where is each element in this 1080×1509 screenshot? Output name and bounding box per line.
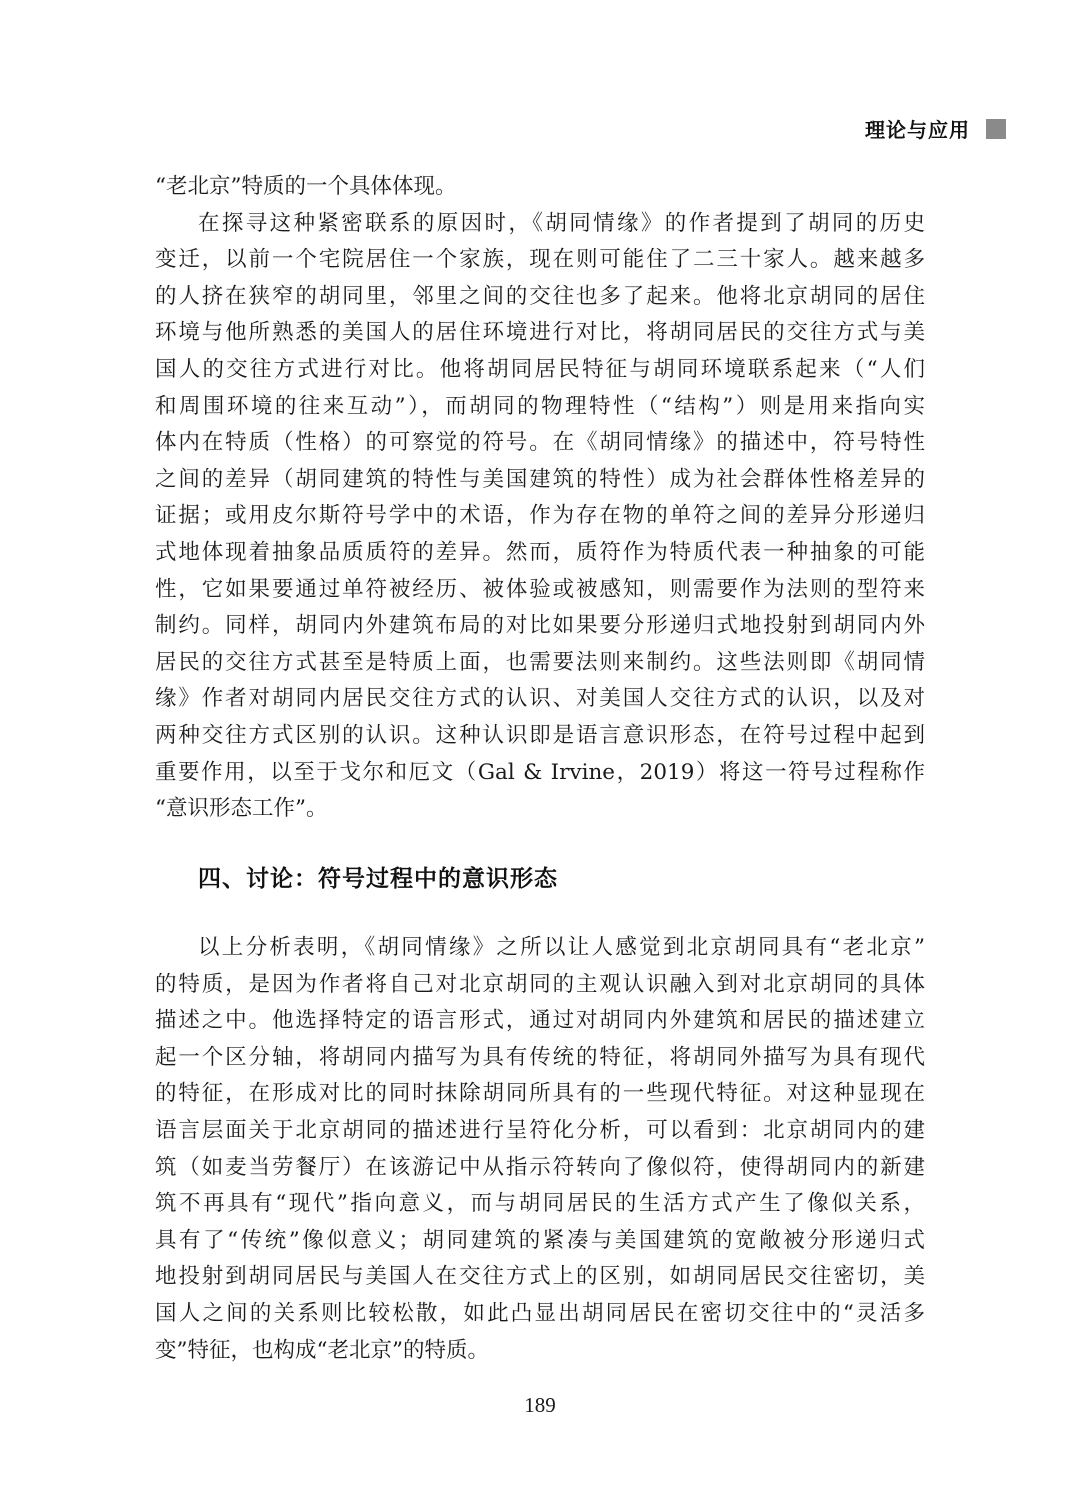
page-number: 189 [524,1393,556,1417]
section-heading: 四、讨论：符号过程中的意识形态 [198,866,558,892]
paragraph-line: 描述之中。他选择特定的语言形式，通过对胡同内外建筑和居民的描述建立 [155,1008,925,1034]
paragraph-line: 和周围环境的往来互动”），而胡同的物理特性（“结构”）则是用来指向实 [155,393,925,419]
paragraph-line: 以上分析表明，《胡同情缘》之所以让人感觉到北京胡同具有“老北京” [198,935,925,960]
paragraph-line: 两种交往方式区别的认识。这种认识即是语言意识形态，在符号过程中起到 [155,722,925,748]
paragraph-line: 体内在特质（性格）的可察觉的符号。在《胡同情缘》的描述中，符号特性 [155,430,925,456]
paragraph-line: 的人挤在狭窄的胡同里，邻里之间的交往也多了起来。他将北京胡同的居住 [155,283,925,309]
paragraph-line: 语言层面关于北京胡同的描述进行呈符化分析，可以看到：北京胡同内的建 [155,1117,925,1143]
paragraph-line: 的特质，是因为作者将自己对北京胡同的主观认识融入到对北京胡同的具体 [155,971,925,997]
paragraph-line: 性，它如果要通过单符被经历、被体验或被感知，则需要作为法则的型符来 [155,576,925,602]
paragraph-line: 在探寻这种紧密联系的原因时，《胡同情缘》的作者提到了胡同的历史 [198,210,925,236]
paragraph-line: 制约。同样，胡同内外建筑布局的对比如果要分形递归式地投射到胡同内外 [155,613,925,639]
running-header-title: 理论与应用 [865,118,970,142]
paragraph-line: 筑不再具有“现代”指向意义，而与胡同居民的生活方式产生了像似关系， [155,1191,925,1217]
running-header [865,114,1006,143]
paragraph-line: 之间的差异（胡同建筑的特性与美国建筑的特性）成为社会群体性格差异的 [155,466,925,492]
paragraph-line: 变迁，以前一个宅院居住一个家族，现在则可能住了二三十家人。越来越多 [155,247,925,273]
paragraph-line: 的特征，在形成对比的同时抹除胡同所具有的一些现代特征。对这种显现在 [155,1081,925,1107]
paragraph-line: “老北京”特质的一个具体体现。 [155,174,457,199]
paragraph-line: 居民的交往方式甚至是特质上面，也需要法则来制约。这些法则即《胡同情 [155,649,925,675]
paragraph-line: 变”特征，也构成“老北京”的特质。 [155,1337,489,1363]
paragraph-line: 缘》作者对胡同内居民交往方式的认识、对美国人交往方式的认识，以及对 [155,686,925,712]
paragraph-line: 重要作用，以至于戈尔和厄文（Gal & Irvine，2019）将这一符号过程称作 [155,759,925,785]
paragraph-line: 起一个区分轴，将胡同内描写为具有传统的特征，将胡同外描写为具有现代 [155,1044,925,1070]
paragraph-line: 国人之间的关系则比较松散，如此凸显出胡同居民在密切交往中的“灵活多 [155,1300,925,1326]
paragraph-line: 环境与他所熟悉的美国人的居住环境进行对比，将胡同居民的交往方式与美 [155,320,925,346]
paragraph-line: 国人的交往方式进行对比。他将胡同居民特征与胡同环境联系起来（“人们 [155,356,925,382]
header-square-icon [986,119,1006,139]
paragraph-line: “意识形态工作”。 [155,796,328,822]
paragraph-line: 筑（如麦当劳餐厅）在该游记中从指示符转向了像似符，使得胡同内的新建 [155,1154,925,1180]
paragraph-line: 具有了“传统”像似意义；胡同建筑的紧凑与美国建筑的宽敞被分形递归式 [155,1227,925,1253]
paragraph-line: 式地体现着抽象品质质符的差异。然而，质符作为特质代表一种抽象的可能 [155,539,925,565]
paragraph-1 [155,169,925,828]
paragraph-line: 证据；或用皮尔斯符号学中的术语，作为存在物的单符之间的差异分形递归 [155,503,925,529]
paragraph-line: 地投射到胡同居民与美国人在交往方式上的区别，如胡同居民交往密切，美 [155,1264,925,1290]
paragraph-2 [155,930,925,1369]
